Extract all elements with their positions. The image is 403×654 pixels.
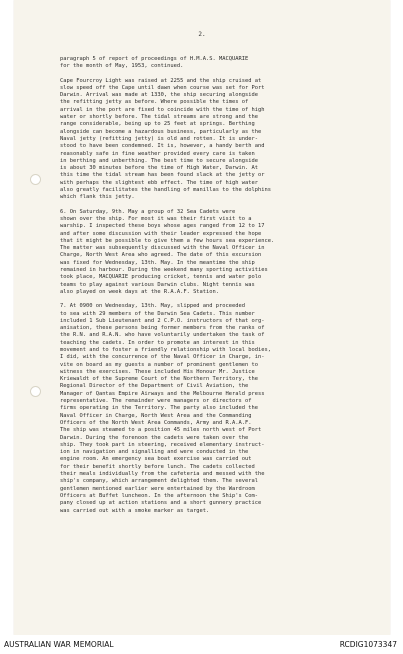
text-line: warship. I inspected these boys whose ages ranged from 12 to 17 — [60, 223, 265, 230]
text-line: Darwin. Arrival was made at 1330, the ship securing alongside — [60, 92, 258, 99]
paragraph — [60, 209, 382, 297]
header-line: paragraph 5 of report of proceedings of H.M.A.S. MACQUARIE — [60, 56, 249, 62]
text-line: anisation, these persons being former members from the ranks of — [60, 325, 265, 332]
text-line: slow speed off the Cape until dawn when course was set for Port — [60, 84, 265, 91]
footer-record-id: RCDIG1073347 — [339, 640, 397, 649]
text-line: Manager of Qantas Empire Airways and the Melbourne Herald press — [60, 390, 265, 397]
text-line: reasonably safe in fine weather provided every care is taken — [60, 150, 255, 157]
text-line: that it might be possible to give them a few hours sea experience. — [60, 237, 275, 244]
text-line: also greatly facilitates the handling of manillas to the dolphins — [60, 187, 271, 194]
text-line: remained in harbour. During the weekend many sporting activities — [60, 267, 268, 274]
text-line: teams to play against various Darwin clubs. Night tennis was — [60, 281, 255, 288]
report-header — [60, 56, 382, 71]
text-line: engine room. An emergency sea boat exercise was carried out — [60, 456, 252, 463]
text-line: included 1 Sub Lieutenant and 2 C.P.O. instructors of that org- — [60, 317, 265, 324]
paragraphs — [60, 78, 382, 515]
text-line: movement and to foster a friendly relationship with local bodies, — [60, 346, 271, 353]
text-line: ship's company, which arrangement delighted them. The several — [60, 478, 258, 485]
text-line: 7. At 0900 on Wednesday, 13th. May, slipped and proceeded — [60, 303, 245, 310]
text-line: Cape Fourcroy Light was raised at 2255 and the ship cruised at — [60, 77, 262, 84]
text-line: with perhaps the slightest ebb effect. The time of high water — [60, 179, 258, 186]
text-line: shown over the ship. For most it was their first visit to a — [60, 215, 252, 222]
text-line: is about 30 minutes before the time of High Water, Darwin. At — [60, 165, 258, 172]
text-line: the refitting jetty as before. Where possible the times of — [60, 99, 249, 106]
text-line: Naval jetty (refitting jetty) is old and rotten. It is under- — [60, 135, 258, 142]
text-line: Naval Officer in Charge, North West Area and the Commanding — [60, 412, 252, 419]
text-line: stood to have been condemned. It is, however, a handy berth and — [60, 143, 265, 150]
text-line: was fixed for Wednesday, 13th. May. In the meantime the ship — [60, 259, 255, 266]
text-line: Darwin. During the forenoon the cadets were taken over the — [60, 434, 249, 441]
text-line: this time the tidal stream has been found slack at the jetty or — [60, 172, 265, 179]
text-line: vite on board as my guests a number of prominent gentlemen to — [60, 361, 258, 368]
text-line: Officers at Buffet luncheon. In the afternoon the Ship's Com- — [60, 492, 258, 499]
text-line: representative. The remainder were managers or directors of — [60, 398, 252, 405]
text-line: also played on week days at the R.A.A.F. Station. — [60, 288, 220, 295]
text-line: alongside can become a hazardous business, particularly as the — [60, 128, 262, 135]
text-line: The matter was subsequently discussed with the Naval Officer in — [60, 245, 265, 252]
punch-hole — [30, 174, 41, 185]
text-line: pany closed up at action stations and a short gunnery practice — [60, 500, 262, 507]
document-body — [60, 56, 382, 522]
text-line: Charge, North West Area who agreed. The date of this excursion — [60, 252, 262, 259]
text-line: range considerable, being up to 25 feet at springs. Berthing — [60, 121, 255, 128]
document-page — [14, 0, 390, 635]
text-line: teaching the cadets. In order to promote an interest in this — [60, 339, 255, 346]
text-line: Officers of the North West Area Commands, Army and R.A.A.F. — [60, 419, 252, 426]
text-line: firms operating in the Territory. The party also included the — [60, 405, 258, 412]
text-line: ship. They took part in steering, received elementary instruct- — [60, 441, 265, 448]
text-line: witness the exercises. These included His Honour Mr. Justice — [60, 368, 255, 375]
punch-hole — [30, 386, 41, 397]
text-line: was carried out with a smoke marker as target. — [60, 507, 210, 514]
page-number: 2. — [198, 31, 206, 38]
paragraph — [60, 78, 382, 202]
text-line: and after some discussion with their leader expressed the hope — [60, 230, 262, 237]
text-line: their meals individually from the cafeteria and messed with the — [60, 471, 265, 478]
text-line: for their benefit shortly before lunch. The cadets collected — [60, 463, 255, 470]
header-line: for the month of May, 1953, continued. — [60, 63, 184, 70]
archive-footer — [0, 635, 403, 654]
text-line: gentlemen mentioned earlier were entertained by the Wardroom — [60, 485, 255, 492]
paragraph — [60, 303, 382, 515]
text-line: to sea with 29 members of the Darwin Sea Cadets. This number — [60, 310, 255, 317]
text-line: The ship was steamed to a position 45 miles north west of Port — [60, 427, 262, 434]
text-line: 6. On Saturday, 9th. May a group of 32 Sea Cadets were — [60, 208, 236, 215]
text-line: I did, with the concurrence of the Naval Officer in Charge, in- — [60, 354, 265, 361]
text-line: took place, MACQUARIE producing cricket, tennis and water polo — [60, 274, 262, 281]
footer-institution: AUSTRALIAN WAR MEMORIAL — [4, 640, 114, 649]
text-line: the R.N. and R.A.N. who have voluntarily undertaken the task of — [60, 332, 265, 339]
text-line: Regional Director of the Department of Civil Aviation, the — [60, 383, 249, 390]
text-line: which flank this jetty. — [60, 194, 135, 201]
text-line: Kriewaldt of the Supreme Court of the Northern Territory, the — [60, 376, 258, 383]
text-line: water or shortly before. The tidal streams are strong and the — [60, 114, 258, 121]
text-line: in berthing and unberthing. The best time to secure alongside — [60, 157, 258, 164]
text-line: arrival in the port are fixed to coincide with the time of high — [60, 106, 265, 113]
text-line: ion in navigation and signalling and were conducted in the — [60, 449, 249, 456]
